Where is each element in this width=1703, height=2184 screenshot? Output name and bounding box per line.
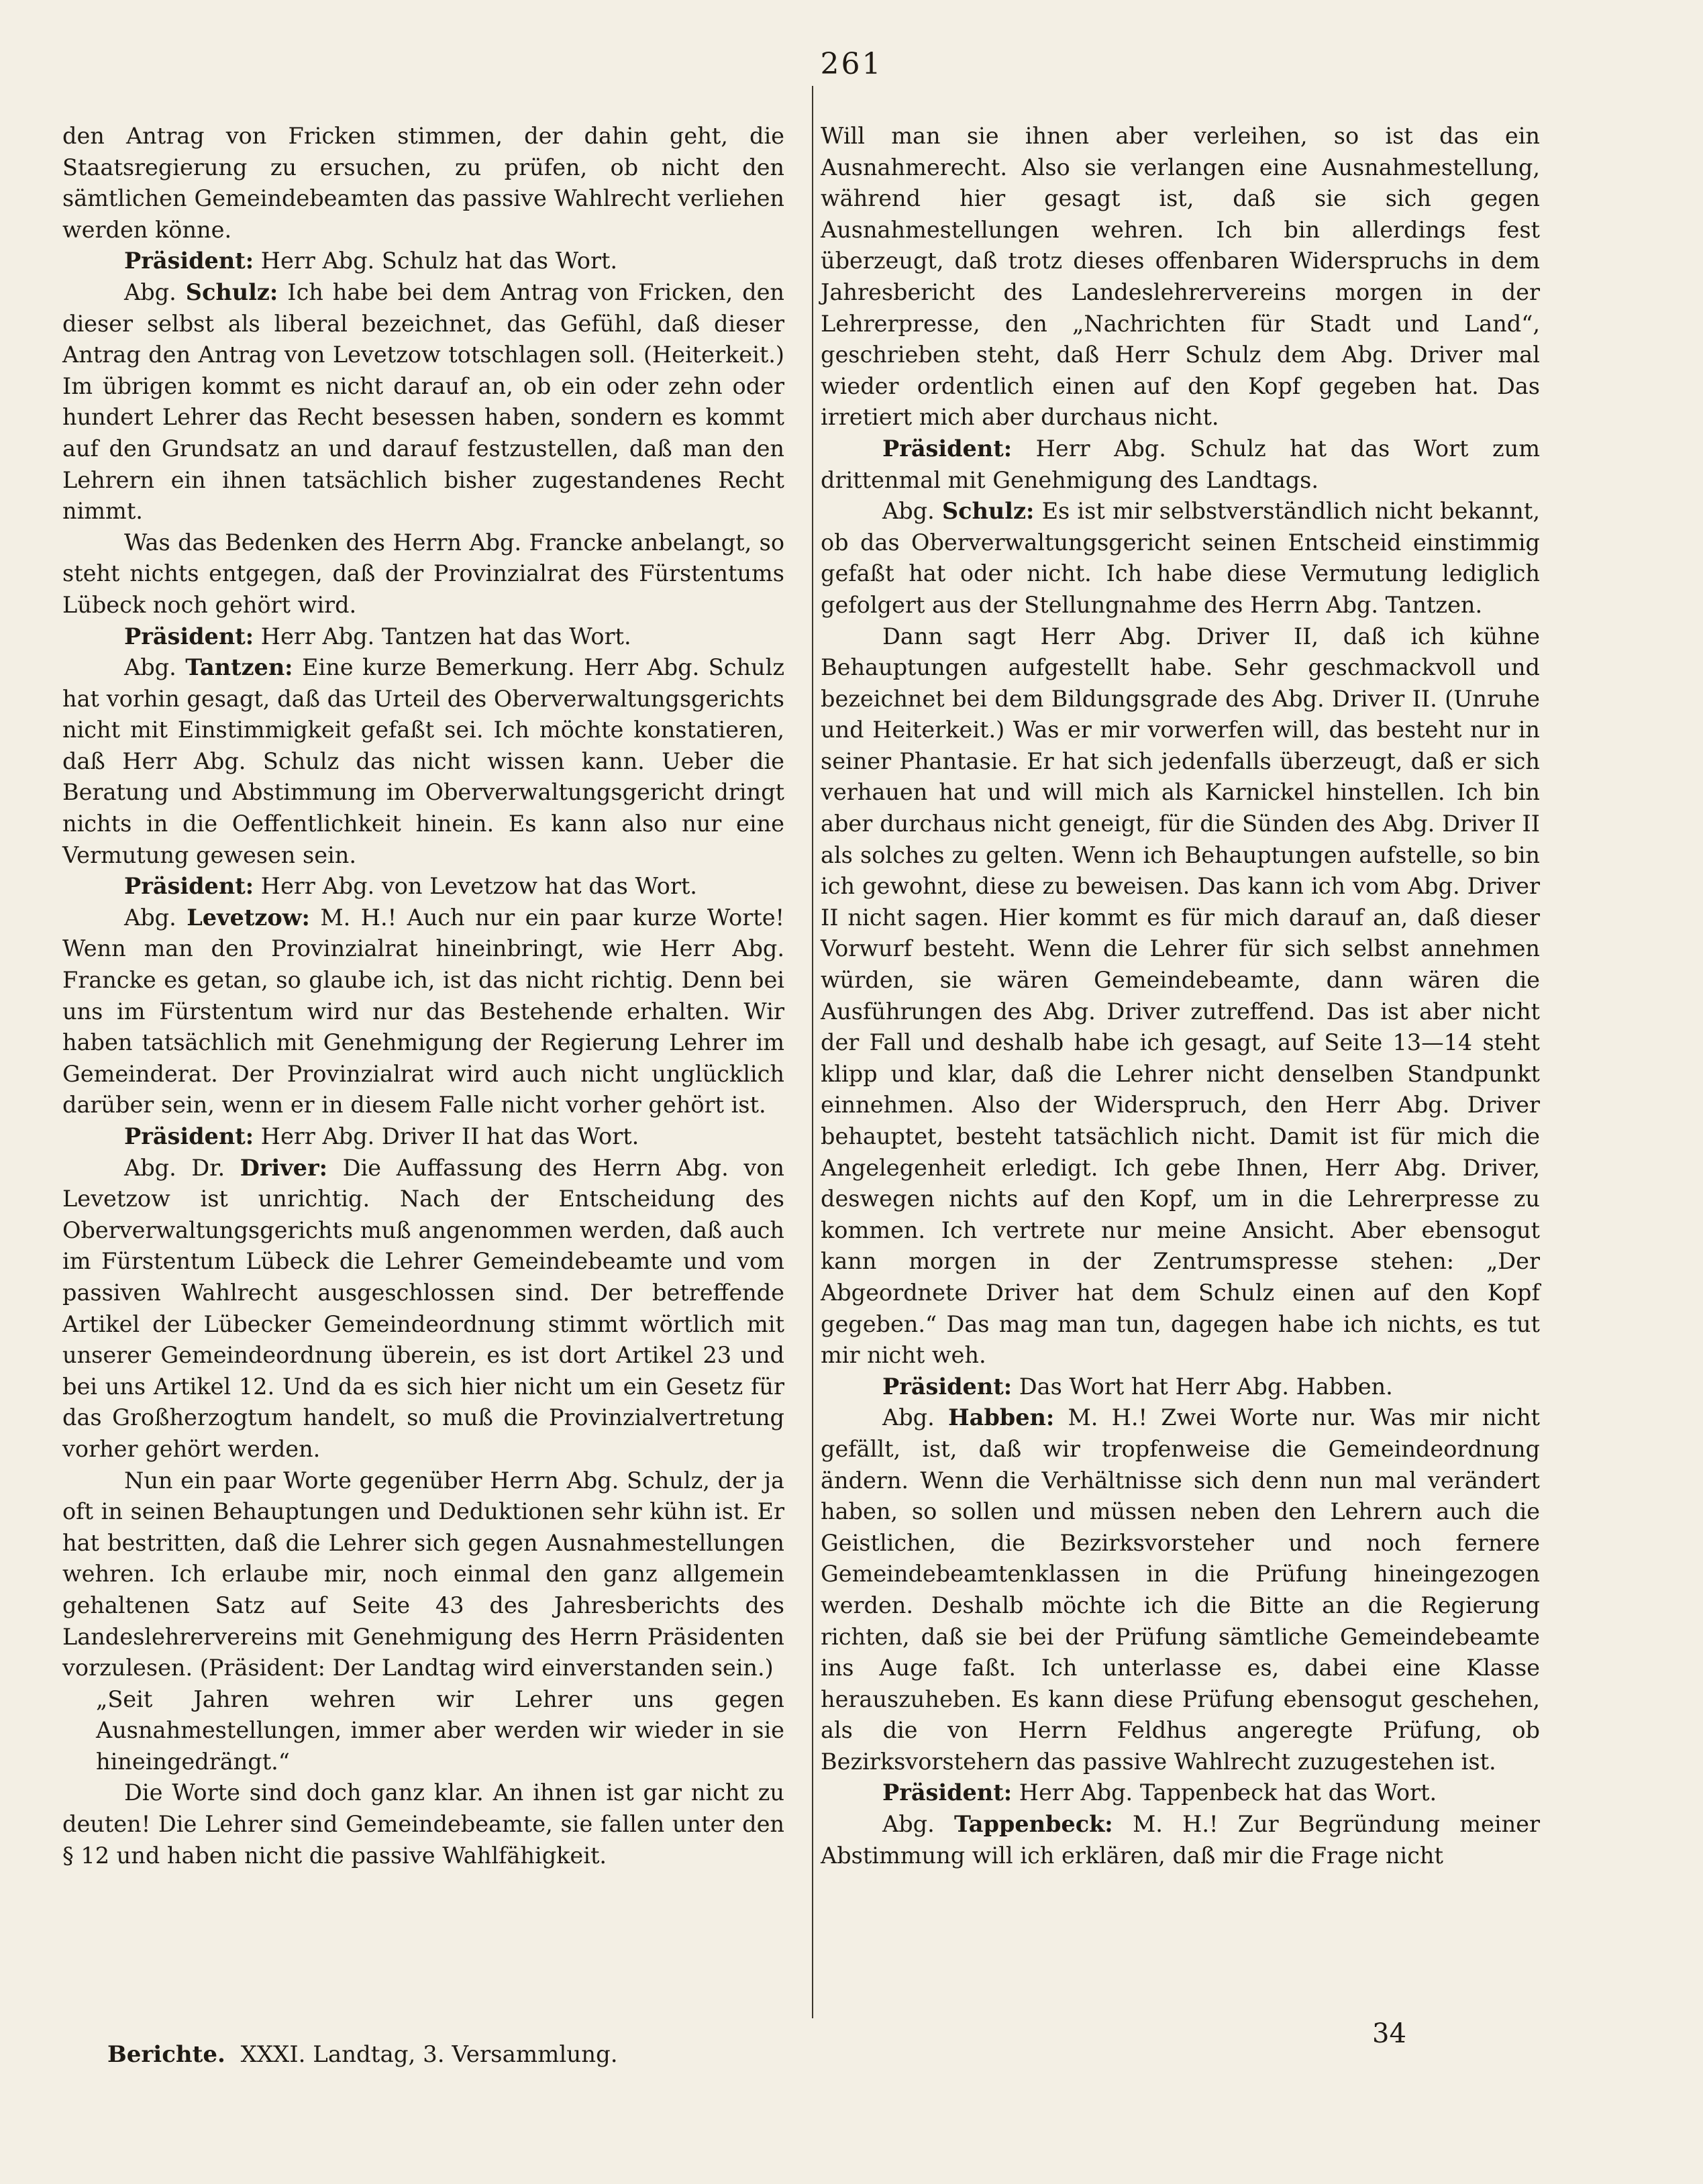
quotation <box>96 1684 784 1778</box>
speech-paragraph <box>821 1809 1540 1871</box>
paragraph-text: „Seit Jahren wehren wir Lehrer uns gegen Ausnahmestellungen, immer aber werden wir wieder in sie hineingedrängt.“ <box>96 1685 784 1775</box>
paragraph <box>62 1777 784 1871</box>
speaker-name: Präsident: <box>882 435 1013 462</box>
speaker-name: Präsident: <box>124 1123 254 1149</box>
paragraph-text: Nun ein paar Worte gegenüber Herrn Abg. Schulz, der ja oft in seinen Behauptungen und Deduktionen sehr kühn ist. Er hat bestritten, daß die Lehrer sich gegen Ausnahmestellungen wehren. Ich erlaube mir, noch einmal den ganz allgemein gehaltenen Satz auf Seite 43 des Jahresberichts des Landeslehrervereins mit Genehmigung des Herrn Präsidenten vorzulesen. (Präsident: Der Landtag wird einverstanden sein.) <box>62 1467 784 1681</box>
footer-label: Berichte. <box>107 2041 225 2068</box>
page-number: 261 <box>820 47 883 81</box>
speaker-name: Levetzow: <box>187 904 310 931</box>
paragraph-text: Herr Abg. Schulz hat das Wort zum drittenmal mit Genehmigung des Landtags. <box>821 435 1540 493</box>
speech-paragraph <box>62 277 784 527</box>
speech-paragraph <box>62 902 784 1121</box>
paragraph <box>821 121 1540 433</box>
paragraph-text: den Antrag von Fricken stimmen, der dahin geht, die Staatsregierung zu ersuchen, zu prüfen, ob nicht den sämtlichen Gemeindebeamten das passive Wahlrecht verliehen werden könne. <box>62 123 784 243</box>
paragraph-text: M. H.! Zwei Worte nur. Was mir nicht gefällt, ist, daß wir tropfenweise die Gemeindeordnung ändern. Wenn die Verhältnisse sich denn nun mal verändert haben, so sollen und müssen neben den Lehrern auch die Geistlichen, die Bezirksvorsteher und noch fernere Gemeindebeamtenklassen in die Prüfung hineingezogen werden. Deshalb möchte ich die Bitte an die Regierung richten, daß sie bei der Prüfung sämtliche Gemeindebeamte ins Auge faßt. Ich unterlasse es, dabei eine Klasse herauszuheben. Es kann diese Prüfung ebensogut geschehen, als die von Herrn Feldhus angeregte Prüfung, ob Bezirksvorstehern das passive Wahlrecht zuzugestehen ist. <box>821 1404 1540 1775</box>
paragraph-text: Es ist mir selbstverständlich nicht bekannt, ob das Oberverwaltungsgericht seinen Entscheid einstimmig gefaßt hat oder nicht. Ich habe diese Vermutung lediglich gefolgert aus der Stellungnahme des Herrn Abg. Tantzen. <box>821 498 1540 618</box>
speech-paragraph <box>62 1121 784 1153</box>
speech-paragraph <box>62 1153 784 1465</box>
paragraph-text: Herr Abg. von Levetzow hat das Wort. <box>260 873 697 900</box>
speech-paragraph <box>821 496 1540 621</box>
speech-paragraph <box>821 433 1540 496</box>
paragraph-text: M. H.! Zur Begründung meiner Abstimmung will ich erklären, daß mir die Frage nicht <box>821 1811 1540 1869</box>
paragraph <box>821 621 1540 1371</box>
paragraph-text: Herr Abg. Tantzen hat das Wort. <box>260 623 631 649</box>
paragraph <box>62 121 784 246</box>
speech-paragraph <box>62 246 784 277</box>
speaker-name: Tappenbeck: <box>954 1811 1113 1838</box>
speaker-name: Präsident: <box>882 1779 1013 1806</box>
paragraph-text: Herr Abg. Schulz hat das Wort. <box>260 248 618 274</box>
speaker-name: Präsident: <box>124 873 254 900</box>
paragraph-text: Die Auffassung des Herrn Abg. von Levetzow ist unrichtig. Nach der Entscheidung des Oberverwaltungsgerichts muß angenommen werden, daß auch im Fürstentum Lübeck die Lehrer Gemeindebeamte und vom passiven Wahlrecht ausgeschlossen sind. Der betreffende Artikel der Lübecker Gemeindeordnung stimmt wörtlich mit unserer Gemeindeordnung überein, es ist dort Artikel 23 und bei uns Artikel 12. Und da es sich hier nicht um ein Gesetz für das Großherzogtum handelt, so muß die Provinzialvertretung vorher gehört werden. <box>62 1154 784 1462</box>
paragraph-text: Dann sagt Herr Abg. Driver II, daß ich kühne Behauptungen aufgestellt habe. Sehr geschmackvoll und bezeichnet bei dem Bildungsgrade des Abg. Driver II. (Unruhe und Heiterkeit.) Was er mir vorwerfen will, das besteht nur in seiner Phantasie. Er hat sich jedenfalls überzeugt, daß er sich verhauen hat und will mich als Karnickel hinstellen. Ich bin aber durchaus nicht geneigt, für die Sünden des Abg. Driver II als solches zu gelten. Wenn ich Behauptungen aufstelle, so bin ich gewohnt, diese zu beweisen. Das kann ich vom Abg. Driver II nicht sagen. Hier kommt es für mich darauf an, daß dieser Vorwurf besteht. Wenn die Lehrer für sich selbst annehmen würden, sie wären Gemeindebeamte, dann wären die Ausführungen des Abg. Driver zutreffend. Das ist aber nicht der Fall und deshalb habe ich gesagt, auf Seite 13—14 steht klipp und klar, daß die Lehrer nicht denselben Standpunkt einnehmen. Also der Widerspruch, den Herr Abg. Driver behauptet, besteht tatsächlich nicht. Damit ist für mich die Angelegenheit erledigt. Ich gebe Ihnen, Herr Abg. Driver, deswegen nichts auf den Kopf, um in die Lehrerpresse zu kommen. Ich vertrete nur meine Ansicht. Aber ebensogut kann morgen in der Zentrumspresse stehen: „Der Abgeordnete Driver hat dem Schulz einen auf den Kopf gegeben.“ Das mag man tun, dagegen habe ich nichts, es tut mir nicht weh. <box>821 623 1540 1369</box>
paragraph-text: Die Worte sind doch ganz klar. An ihnen ist gar nicht zu deuten! Die Lehrer sind Gemeindebeamte, sie fallen unter den § 12 und haben nicht die passive Wahlfähigkeit. <box>62 1779 784 1869</box>
column-rule <box>812 86 813 2018</box>
speaker-title: Abg. <box>124 278 176 305</box>
speaker-title: Abg. Dr. <box>124 1154 225 1181</box>
paragraph-text: Ich habe bei dem Antrag von Fricken, den dieser selbst als liberal bezeichnet, das Gefühl, daß dieser Antrag den Antrag von Levetzow totschlagen soll. (Heiterkeit.) Im übrigen kommt es nicht darauf an, ob ein oder zehn oder hundert Lehrer das Recht besessen haben, sondern es kommt auf den Grundsatz an und darauf festzustellen, daß man den Lehrern ein ihnen tatsächlich bisher zugestandenes Recht nimmt. <box>62 278 785 525</box>
paragraph-text: Das Wort hat Herr Abg. Habben. <box>1019 1373 1393 1400</box>
speaker-title: Abg. <box>882 498 935 525</box>
paragraph-text: M. H.! Auch nur ein paar kurze Worte! Wenn man den Provinzialrat hineinbringt, wie Herr Abg. Francke es getan, so glaube ich, ist das nicht richtig. Denn bei uns im Fürstentum wird nur das Bestehende erhalten. Wir haben tatsächlich mit Genehmigung der Regierung Lehrer im Gemeinderat. Der Provinzialrat wird auch nicht unglücklich darüber sein, wenn er in diesem Falle nicht vorher gehört ist. <box>62 904 784 1119</box>
paragraph-text: Herr Abg. Tappenbeck hat das Wort. <box>1019 1779 1437 1806</box>
paragraph <box>62 527 784 621</box>
paragraph-text: Eine kurze Bemerkung. Herr Abg. Schulz hat vorhin gesagt, daß das Urteil des Oberverwaltungsgerichts nicht mit Einstimmigkeit gefaßt sei. Ich möchte konstatieren, daß Herr Abg. Schulz das nicht wissen kann. Ueber die Beratung und Abstimmung im Oberverwaltungsgericht dringt nichts in die Oeffentlichkeit hinein. Es kann also nur eine Vermutung gewesen sein. <box>62 654 784 868</box>
speaker-name: Driver: <box>240 1154 327 1181</box>
speech-paragraph <box>62 871 784 902</box>
speech-paragraph <box>821 1777 1540 1809</box>
left-column <box>62 121 784 1871</box>
speaker-title: Abg. <box>882 1811 935 1838</box>
speaker-name: Präsident: <box>124 623 254 649</box>
speaker-title: Abg. <box>124 904 176 931</box>
speaker-title: Abg. <box>882 1404 935 1431</box>
paragraph-text: Was das Bedenken des Herrn Abg. Francke anbelangt, so steht nichts entgegen, daß der Provinzialrat des Fürstentums Lübeck noch gehört wird. <box>62 529 784 618</box>
speech-paragraph <box>62 652 784 871</box>
paragraph-text: Herr Abg. Driver II hat das Wort. <box>260 1123 639 1149</box>
speech-paragraph <box>821 1402 1540 1777</box>
sheet-signature: 34 <box>1372 2018 1406 2049</box>
paragraph-text: Will man sie ihnen aber verleihen, so ist das ein Ausnahmerecht. Also sie verlangen eine Ausnahmestellung, während hier gesagt ist, daß sie sich gegen Ausnahmestellungen wehren. Ich bin allerdings fest überzeugt, daß trotz dieses offenbaren Widerspruchs in dem Jahresbericht des Landeslehrervereins morgen in der Lehrerpresse, den „Nachrichten für Stadt und Land“, geschrieben steht, daß Herr Schulz dem Abg. Driver mal wieder ordentlich einen auf den Kopf gegeben hat. Das irretiert mich aber durchaus nicht. <box>821 123 1540 431</box>
speaker-title: Abg. <box>124 654 176 681</box>
speaker-name: Schulz: <box>941 498 1035 525</box>
speaker-name: Habben: <box>947 1404 1055 1431</box>
speaker-name: Präsident: <box>882 1373 1013 1400</box>
speech-paragraph <box>62 621 784 653</box>
paragraph <box>62 1465 784 1684</box>
footer <box>107 2041 618 2068</box>
footer-text: XXXI. Landtag, 3. Versammlung. <box>240 2041 618 2068</box>
speaker-name: Tantzen: <box>185 654 293 681</box>
speaker-name: Schulz: <box>185 278 278 305</box>
speaker-name: Präsident: <box>124 248 254 274</box>
speech-paragraph <box>821 1371 1540 1403</box>
right-column <box>821 121 1540 1871</box>
